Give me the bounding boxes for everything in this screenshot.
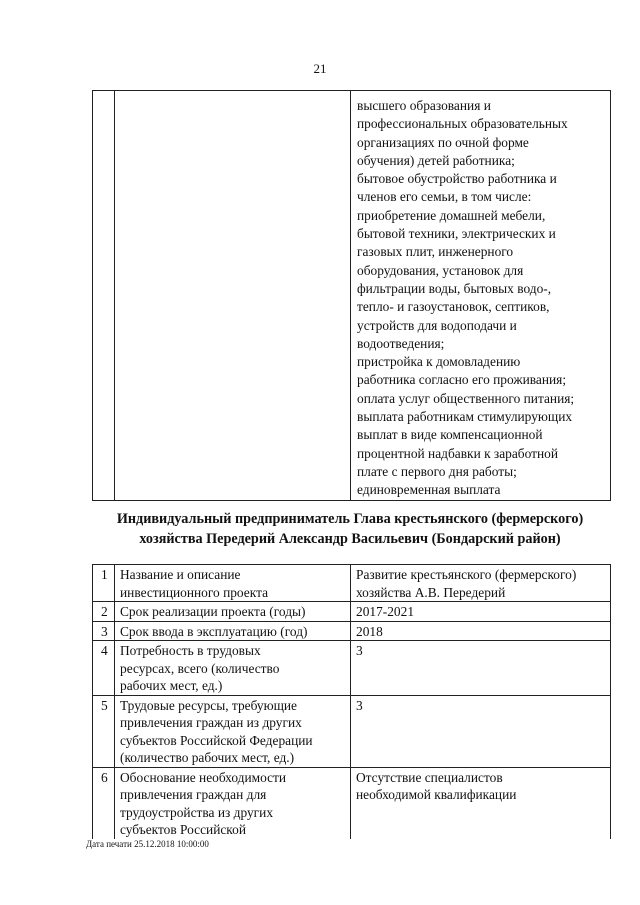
text-line: бытовое обустройство работника и: [357, 171, 557, 187]
label-line: Потребность в трудовых: [120, 643, 261, 658]
continued-table-label-cell: [115, 91, 351, 501]
text-line: членов его семьи, в том числе:: [357, 189, 532, 205]
value-line: Развитие крестьянского (фермерского): [356, 567, 577, 582]
label-line: Срок ввода в эксплуатацию (год): [120, 623, 308, 639]
row-label: [115, 565, 351, 602]
text-line: процентной надбавки к заработной: [357, 445, 559, 461]
value-line: 3: [356, 697, 363, 713]
row-value: [351, 565, 611, 602]
text-line: пристройка к домовладению: [357, 354, 521, 370]
label-line: Название и описание: [120, 567, 241, 582]
label-line: инвестиционного проекта: [120, 584, 269, 600]
table-row: [93, 621, 611, 641]
row-label: [115, 695, 351, 767]
table-row: [93, 602, 611, 622]
row-number: 3: [93, 621, 115, 641]
text-line: организациях по очной форме: [357, 134, 529, 150]
text-line: оплата услуг общественного питания;: [357, 390, 575, 406]
value-line: 2018: [356, 623, 383, 639]
row-value: [351, 641, 611, 696]
row-label: [115, 602, 351, 622]
continued-table-value-cell: [351, 91, 611, 501]
row-number: 1: [93, 565, 115, 602]
label-line: (количество рабочих мест, ед.): [120, 750, 295, 765]
value-line: хозяйства А.В. Передерий: [356, 584, 506, 600]
text-line: плате с первого дня работы;: [357, 463, 517, 479]
value-line: 2017-2021: [356, 604, 415, 619]
text-line: обучения) детей работника;: [357, 152, 515, 168]
text-line: оборудования, установок для: [357, 262, 524, 278]
value-line: Отсутствие специалистов: [356, 769, 503, 785]
text-line: единовременная выплата: [357, 482, 501, 498]
label-line: привлечения граждан для: [120, 787, 267, 802]
label-line: Трудовые ресурсы, требующие: [120, 697, 297, 713]
label-line: трудоустройства из других: [120, 804, 274, 820]
table-row: [93, 565, 611, 602]
value-line: 3: [356, 643, 363, 658]
text-line: выплата работникам стимулирующих: [357, 409, 573, 425]
section-heading-line: хозяйства Передерий Александр Васильевич (Бондарский район): [139, 531, 561, 547]
row-label: [115, 641, 351, 696]
label-line: субъектов Российской: [120, 822, 246, 837]
row-number: 5: [93, 695, 115, 767]
text-line: выплат в виде компенсационной: [357, 427, 543, 443]
label-line: субъектов Российской Федерации: [120, 732, 313, 748]
print-date-footer: Дата печати 25.12.2018 10:00:00: [86, 839, 209, 849]
row-value: [351, 695, 611, 767]
section-heading: [60, 509, 640, 549]
row-number: 2: [93, 602, 115, 622]
text-line: высшего образования и: [357, 98, 491, 113]
row-number: 6: [93, 767, 115, 839]
continued-table-text: [351, 91, 610, 500]
text-line: бытовой техники, электрических и: [357, 226, 556, 242]
label-line: привлечения граждан из других: [120, 715, 302, 730]
row-value: [351, 621, 611, 641]
project-info-table: [92, 564, 611, 839]
text-line: профессиональных образовательных: [357, 116, 568, 132]
text-line: устройств для водоподачи и: [357, 317, 517, 333]
text-line: работника согласно его проживания;: [357, 372, 567, 388]
label-line: Обоснование необходимости: [120, 769, 287, 785]
text-line: водоотведения;: [357, 335, 445, 351]
row-label: [115, 767, 351, 839]
label-line: Срок реализации проекта (годы): [120, 604, 306, 619]
row-number: 4: [93, 641, 115, 696]
row-label: [115, 621, 351, 641]
text-line: тепло- и газоустановок, септиков,: [357, 299, 550, 315]
text-line: приобретение домашней мебели,: [357, 207, 546, 223]
row-value: [351, 602, 611, 622]
table-row: [93, 641, 611, 696]
label-line: ресурсах, всего (количество: [120, 660, 280, 676]
continued-table: [92, 90, 611, 501]
value-line: необходимой квалификации: [356, 787, 517, 802]
text-line: фильтрации воды, бытовых водо-,: [357, 280, 552, 296]
text-line: газовых плит, инженерного: [357, 244, 514, 260]
section-heading-line: Индивидуальный предприниматель Глава крестьянского (фермерского): [116, 511, 584, 527]
table-row: [93, 767, 611, 839]
table-row: [93, 695, 611, 767]
row-value: [351, 767, 611, 839]
label-line: рабочих мест, ед.): [120, 678, 223, 693]
page-number: 21: [313, 61, 327, 76]
continued-table-num-cell: [93, 91, 115, 501]
